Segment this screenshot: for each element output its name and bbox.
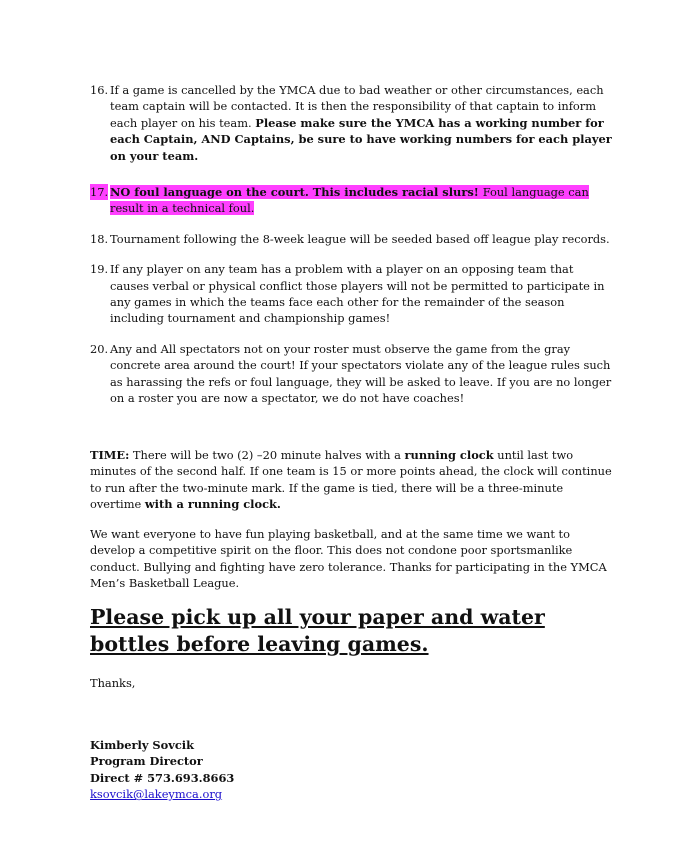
time-paragraph bbox=[90, 447, 612, 513]
rules-list bbox=[90, 82, 612, 421]
closing-heading: Please pick up all your paper and water bottles before leaving games. bbox=[90, 605, 545, 656]
rule-text-bold: Please make sure the YMCA has a working number for each Captain, AND Captains, be sure to have working numbers for each player on your team. bbox=[110, 115, 612, 163]
signature-title: Program Director bbox=[90, 754, 203, 769]
rule-number: 20. bbox=[90, 341, 109, 356]
signature-phone: Direct # 573.693.8663 bbox=[90, 770, 235, 785]
time-label: TIME: bbox=[90, 448, 130, 462]
rule-highlighted-text bbox=[110, 185, 589, 215]
rule-text: If a game is cancelled by the YMCA due to bad weather or other circumstances, each team captain will be contacted. It is then the responsibility of that captain to inform each player on his team. bbox=[110, 83, 604, 130]
rule-text: Any and All spectators not on your roster must observe the game from the gray concrete area around the court! If your spectators violate any of the league rules such as harassing the refs or foul language, they will be asked to leave. If you are no longer on a roster you are now a spectator, we do not have coaches! bbox=[110, 341, 612, 406]
rule-18 bbox=[90, 231, 612, 247]
fun-paragraph: We want everyone to have fun playing basketball, and at the same time we want to develop a competitive spirit on the floor. This does not condone poor sportsmanlike conduct. Bullying and fighting have zero tolerance. Thanks for participating in the YMCA Men’s Basketball League. bbox=[90, 527, 607, 591]
rule-number: 17. bbox=[90, 185, 109, 200]
rule-17 bbox=[90, 184, 612, 217]
rule-20 bbox=[90, 341, 612, 407]
rule-16 bbox=[90, 82, 612, 164]
rule-text: Tournament following the 8-week league will be seeded based off league play records. bbox=[110, 231, 610, 246]
thanks-line: Thanks, bbox=[90, 676, 136, 690]
rule-19 bbox=[90, 261, 612, 327]
rule-number: 18. bbox=[90, 231, 109, 246]
time-text-1: There will be two (2) –20 minute halves with a bbox=[129, 448, 405, 462]
time-text-2: until last two minutes of the second half. If one team is 15 or more points ahead, the clock will continue to run after the two-minute mark. If the game is tied, there will be a three-minute overtime bbox=[90, 448, 612, 512]
rule-number: 19. bbox=[90, 262, 109, 277]
signature-email-link[interactable]: ksovcik@lakeymca.org bbox=[90, 787, 223, 802]
running-clock-bold: running clock bbox=[404, 448, 494, 462]
signature-name: Kimberly Sovcik bbox=[90, 738, 195, 752]
rule-text: Foul language can result in a technical foul. bbox=[110, 185, 589, 216]
signature-block bbox=[90, 737, 234, 803]
rule-text-bold: NO foul language on the court. This includes racial slurs! bbox=[110, 185, 483, 200]
rule-number: 16. bbox=[90, 83, 109, 97]
running-clock-bold-2: with a running clock. bbox=[144, 497, 281, 512]
rule-text: If any player on any team has a problem with a player on an opposing team that causes verbal or physical conflict those players will not be permitted to participate in any games in which the teams face each other for the remainder of the season including tournament and championship games! bbox=[110, 262, 605, 326]
